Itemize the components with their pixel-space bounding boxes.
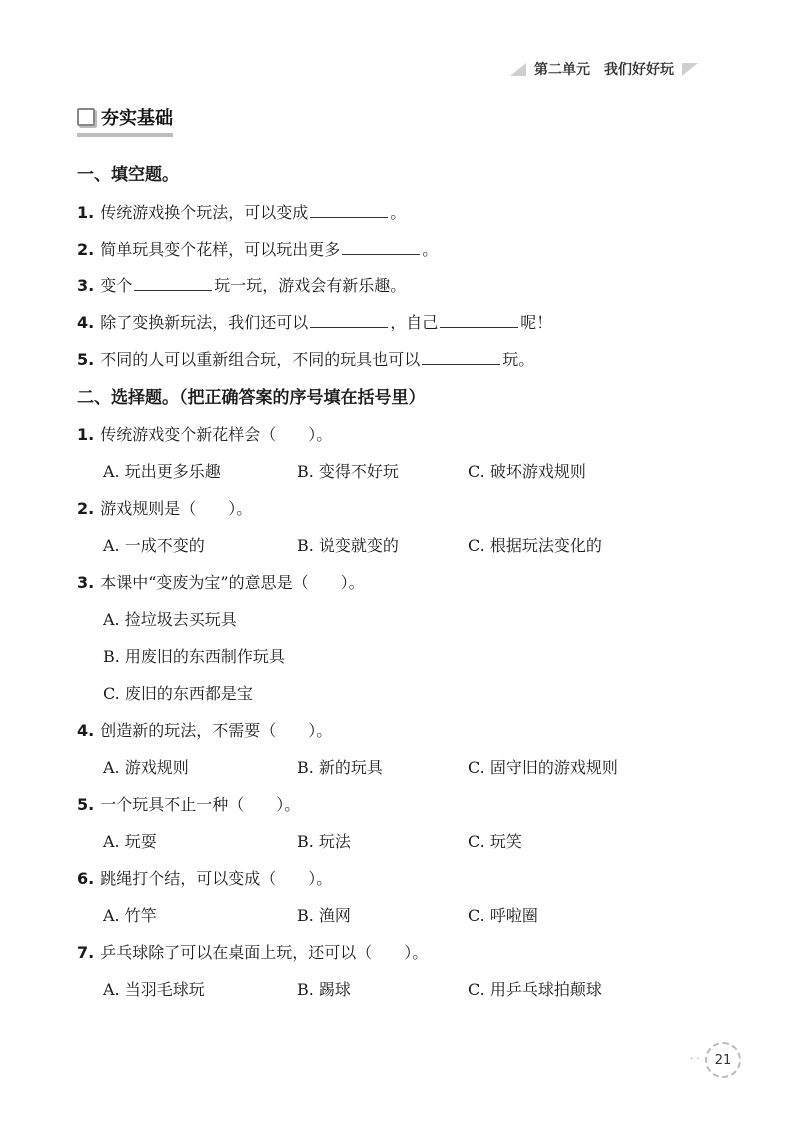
option-b[interactable]: B. 用废旧的东西制作玩具 <box>103 647 285 666</box>
option-c[interactable]: C. 根据玩法变化的 <box>468 536 602 555</box>
section-title <box>77 104 173 137</box>
page-header <box>510 58 730 80</box>
choice-question-5: 5. 一个玩具不止一种（ ）。 <box>77 795 301 814</box>
answer-blank[interactable] <box>310 202 388 218</box>
option-a[interactable]: A. 游戏规则 <box>103 758 189 777</box>
header-left-triangle-icon <box>510 63 526 76</box>
fill-question-2: 2. 简单玩具变个花样，可以玩出更多 。 <box>77 240 439 259</box>
unit-label: 第二单元 <box>534 62 590 78</box>
fill-question-5: 5. 不同的人可以重新组合玩，不同的玩具也可以 玩。 <box>77 350 535 369</box>
answer-blank[interactable] <box>342 239 420 255</box>
option-c[interactable]: C. 呼啦圈 <box>468 906 538 925</box>
option-b[interactable]: B. 说变就变的 <box>297 536 399 555</box>
header-right-triangle-icon <box>682 63 698 76</box>
option-c[interactable]: C. 玩笑 <box>468 832 522 851</box>
option-a[interactable]: A. 当羽毛球玩 <box>103 980 205 999</box>
choice-question-4: 4. 创造新的玩法，不需要（ ）。 <box>77 721 333 740</box>
option-b[interactable]: B. 新的玩具 <box>297 758 383 777</box>
fill-heading: 一、填空题。 <box>77 165 179 185</box>
section-title-text: 夯实基础 <box>101 108 173 129</box>
fill-question-1: 1. 传统游戏换个玩法，可以变成 。 <box>77 203 407 222</box>
choice-question-6: 6. 跳绳打个结，可以变成（ ）。 <box>77 869 333 888</box>
choice-question-7: 7. 乒乓球除了可以在桌面上玩，还可以（ ）。 <box>77 943 429 962</box>
answer-blank[interactable] <box>422 349 500 365</box>
fill-question-4: 4. 除了变换新玩法，我们还可以 ，自己 呢！ <box>77 313 553 332</box>
choice-heading: 二、选择题。（把正确答案的序号填在括号里） <box>77 388 426 408</box>
option-c[interactable]: C. 破坏游戏规则 <box>468 462 586 481</box>
option-a[interactable]: A. 一成不变的 <box>103 536 205 555</box>
page-number: 21 <box>705 1042 741 1078</box>
option-a[interactable]: A. 捡垃圾去买玩具 <box>103 610 237 629</box>
option-c[interactable]: C. 固守旧的游戏规则 <box>468 758 618 777</box>
answer-blank[interactable] <box>310 312 388 328</box>
page-number-dots-icon: · · <box>690 1054 700 1065</box>
choice-question-1: 1. 传统游戏变个新花样会（ ）。 <box>77 425 333 444</box>
option-c[interactable]: C. 废旧的东西都是宝 <box>103 684 253 703</box>
option-b[interactable]: B. 渔网 <box>297 906 351 925</box>
answer-blank[interactable] <box>134 275 212 291</box>
option-a[interactable]: A. 玩出更多乐趣 <box>103 462 221 481</box>
section-box-icon <box>77 108 95 126</box>
choice-question-3: 3. 本课中“变废为宝”的意思是（ ）。 <box>77 573 365 592</box>
option-c[interactable]: C. 用乒乓球拍颠球 <box>468 980 602 999</box>
unit-title: 我们好好玩 <box>604 62 674 78</box>
answer-blank[interactable] <box>440 312 518 328</box>
option-a[interactable]: A. 玩耍 <box>103 832 157 851</box>
option-b[interactable]: B. 踢球 <box>297 980 351 999</box>
choice-question-2: 2. 游戏规则是（ ）。 <box>77 499 253 518</box>
fill-question-3: 3. 变个 玩一玩，游戏会有新乐趣。 <box>77 276 407 295</box>
option-b[interactable]: B. 变得不好玩 <box>297 462 399 481</box>
option-b[interactable]: B. 玩法 <box>297 832 351 851</box>
option-a[interactable]: A. 竹竿 <box>103 906 157 925</box>
